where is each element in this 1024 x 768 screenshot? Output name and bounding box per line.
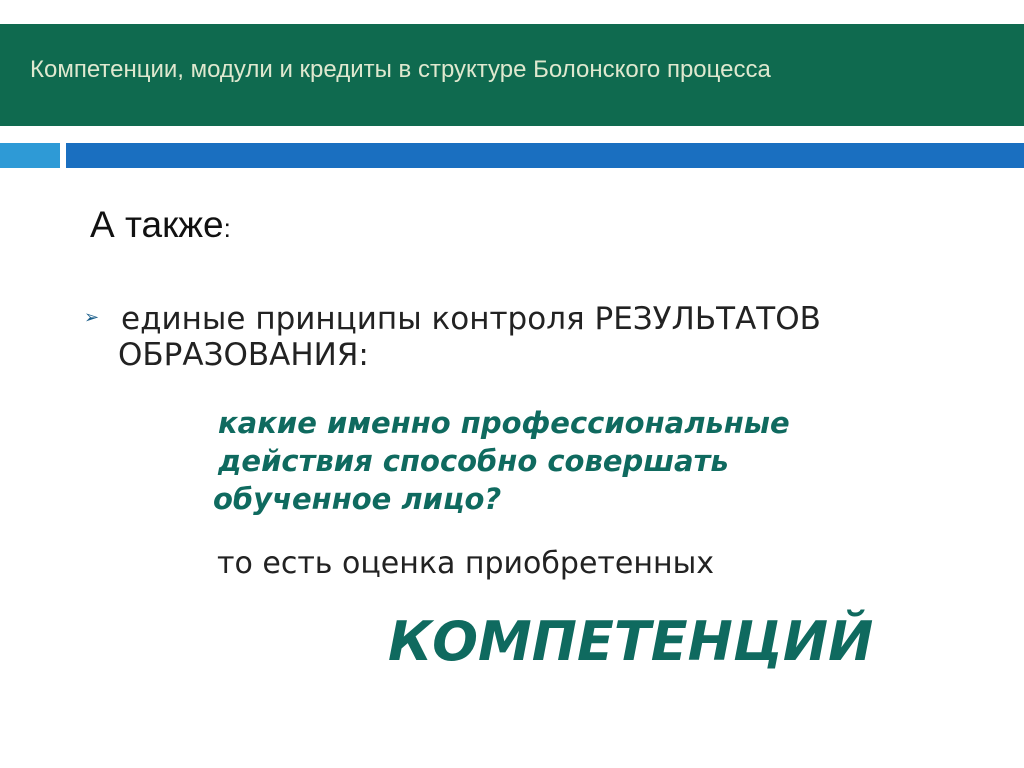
- bullet-line-2: ОБРАЗОВАНИЯ:: [118, 337, 369, 373]
- lead-heading-text: А также: [90, 204, 224, 245]
- arrow-bullet-icon: ➢: [84, 307, 100, 327]
- bullet-line-1: единые принципы контроля РЕЗУЛЬТАТОВ: [121, 301, 821, 337]
- bullet-item: [118, 301, 938, 373]
- lead-heading: [90, 206, 231, 243]
- question-line-2: действия способно совершать: [218, 444, 729, 478]
- question-line-1: какие именно профессиональные: [218, 406, 790, 440]
- accent-stripe-long: [66, 143, 1024, 168]
- lead-heading-colon: :: [223, 213, 231, 243]
- key-question: [213, 404, 790, 518]
- slide-title: Компетенции, модули и кредиты в структуре Болонского процесса: [30, 56, 771, 83]
- question-line-3: обученное лицо?: [213, 482, 502, 516]
- assessment-text: то есть оценка приобретенных: [217, 546, 715, 581]
- accent-stripe-short: [0, 143, 60, 168]
- competencies-emphasis: КОМПЕТЕНЦИЙ: [388, 610, 874, 673]
